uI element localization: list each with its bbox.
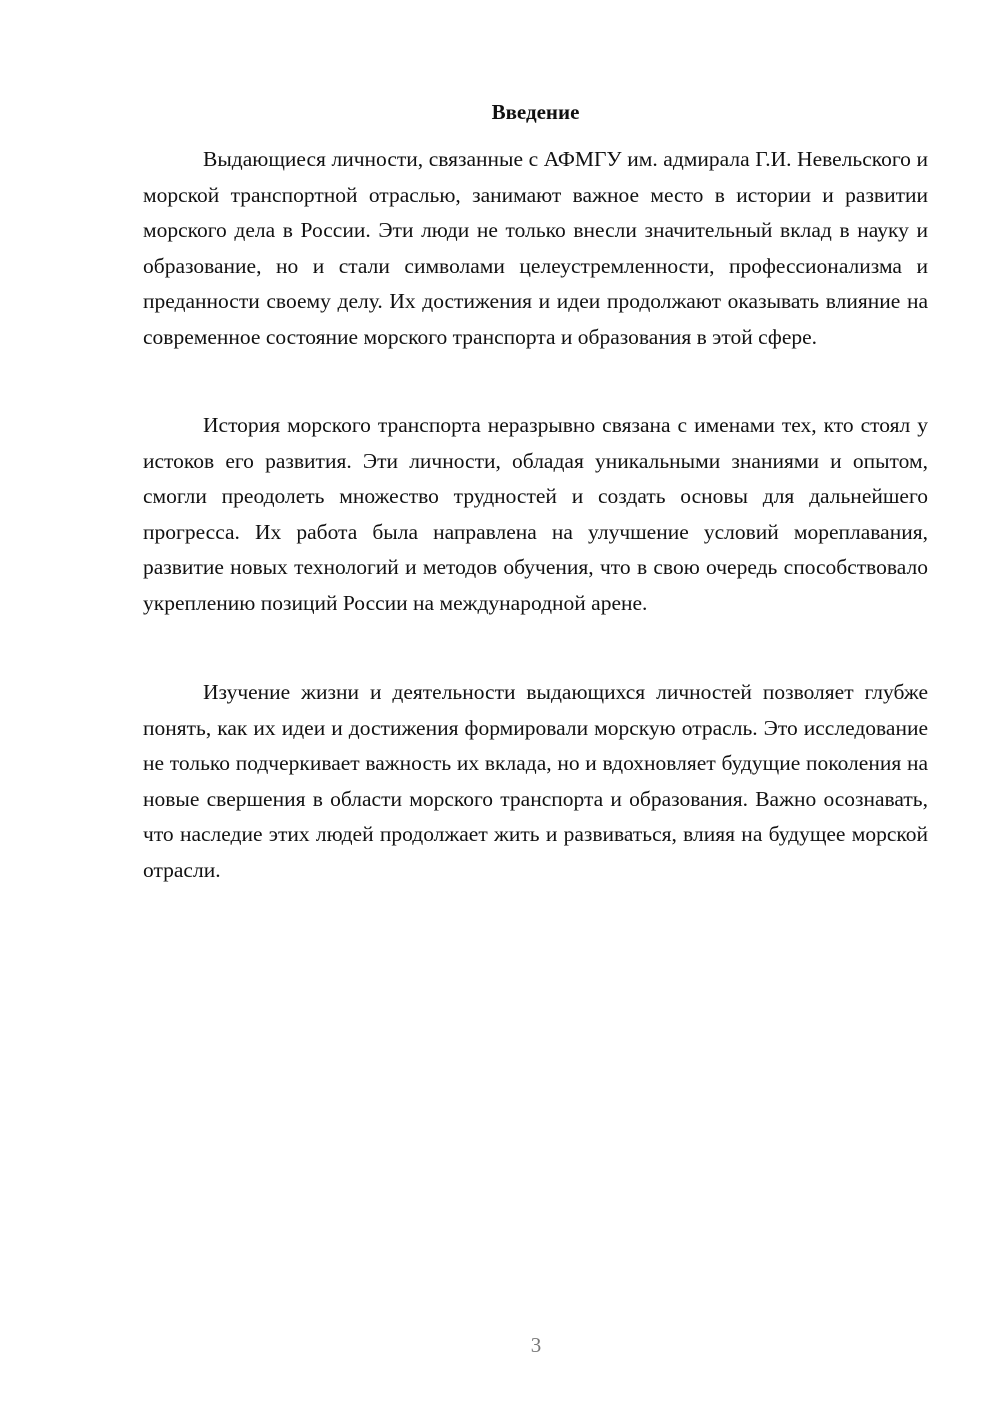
page-number: 3 — [530, 1333, 542, 1357]
paragraph-block — [143, 142, 928, 355]
paragraph-2: История морского транспорта неразрывно связана с именами тех, кто стоял у истоков его развития. Эти личности, обладая уникальными знаниями и опытом, смогли преодолеть множество трудностей и создать основы для дальнейшего прогресса. Их работа была направлена на улучшение условий мореплавания, развитие новых технологий и методов обучения, что в свою очередь способствовало укреплению позиций России на международной арене. — [143, 413, 928, 615]
paragraph-block — [143, 675, 928, 888]
paragraph-3: Изучение жизни и деятельности выдающихся личностей позволяет глубже понять, как их идеи и достижения формировали морскую отрасль. Это исследование не только подчеркивает важность их вклада, но и вдохновляет будущие поколения на новые свершения в области морского транспорта и образования. Важно осознавать, что наследие этих людей продолжает жить и развиваться, влияя на будущее морской отрасли. — [143, 680, 928, 882]
page-heading: Введение — [491, 100, 580, 124]
paragraph-1: Выдающиеся личности, связанные с АФМГУ им. адмирала Г.И. Невельского и морской транспортной отраслью, занимают важное место в истории и развитии морского дела в России. Эти люди не только внесли значительный вклад в науку и образование, но и стали символами целеустремленности, профессионализма и преданности своему делу. Их достижения и идеи продолжают оказывать влияние на современное состояние морского транспорта и образования в этой сфере. — [143, 147, 928, 349]
paragraph-block — [143, 408, 928, 621]
